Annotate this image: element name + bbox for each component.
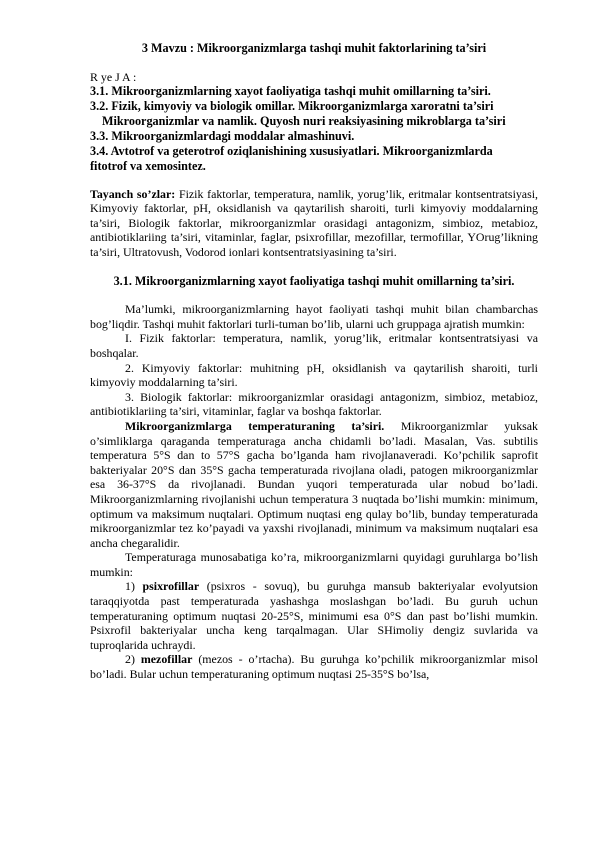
keywords-text: Fizik faktorlar, temperatura, namlik, yorug’lik, eritmalar kontsentratsiyasi, Kimyoviy faktorlar, pH, oksidlanish va qaytarilish sharoiti, turli kimyoviy moddalarning ta’siri, Biologik faktorlar, mikroorganizmlar orasidagi antagonizm, simbioz, metabioz, antibiotiklariing ta’siri, vitaminlar, faglar, psixrofillar, mezofillar, termofillar, YOrug’likning ta’siri, Ultratovush, Vodorod ionlari kontsentratsiyasining ta’siri. — [90, 186, 538, 259]
page-title: 3 Mavzu : Mikroorganizmlarga tashqi muhit faktorlarining ta’siri — [141, 41, 487, 55]
psychrophiles-term: psixrofillar — [142, 579, 200, 594]
mesophiles-term: mezofillar — [140, 652, 193, 667]
temperature-text: Mikroorganizmlar yuksak o’simliklarga qaraganda temperaturaga ancha chidamli bo’ladi. Masalan, Vas. subtilis temperatura 5°S dan to 57°S gacha bo’lganda ham rivojlanaveradi. Ko’pchilik saprofit bakteriyalar 20°S dan 35°S gacha temperaturada rivojlana oladi, patogen mikroorganizmlar esa 36-37°S da rivojlanadi. Bundan yuqori temperaturada ular nobud bo’ladi. Mikroorganizmlarning rivojlanishi uchun temperatura 3 nuqtada bo’lishi mumkin: minimum, optimum va maksimum nuqtalari. Optimum nuqtasi eng qulay bo’lib, bunday temperaturada mikroorganizmlar tez ko’payadi va yaxshi rivojlanadi, minimum va maksimum nuqtalari esa ancha chegaralidir. — [90, 418, 538, 550]
factor-item-chemical: 2. Kimyoviy faktorlar: muhitning pH, oksidlanish va qaytarilish sharoiti, turli kimyoviy moddalarning ta’siri. — [90, 360, 538, 390]
plan-list — [90, 84, 538, 173]
factor-item-biological: 3. Biologik faktorlar: mikroorganizmlar orasidagi antagonizm, simbioz, metabioz, antibiotiklariing ta’siri, vitaminlar, faglar va boshqa faktorlar. — [90, 389, 538, 419]
keywords-label: Tayanch so’zlar: — [90, 186, 176, 201]
list-number: 1) — [125, 579, 143, 594]
mesophiles-paragraph — [90, 652, 538, 681]
mesophiles-text: (mezos - o’rtacha). Bu guruhga ko’pchilik mikroorganizmlar misol bo’ladi. Bular uchun temperaturaning optimum nuqtasi 25-35°S bo’lsa, — [90, 652, 538, 682]
keywords-paragraph — [90, 187, 538, 260]
plan-item: 3.1. Mikroorganizmlarning xayot faoliyatiga tashqi muhit omillarning ta’siri. — [90, 84, 491, 99]
list-number: 2) — [125, 652, 141, 667]
plan-item: 3.2. Fizik, kimyoviy va biologik omillar. Mikroorganizmlarga xaroratni ta’siri — [90, 99, 494, 114]
temperature-heading: Mikroorganizmlarga temperaturaning ta’siri. — [125, 418, 385, 433]
plan-item: fitotrof va xemosintez. — [90, 158, 206, 173]
psychrophiles-paragraph — [90, 579, 538, 652]
plan-item: 3.3. Mikroorganizmlardagi moddalar almashinuvi. — [90, 128, 355, 143]
temperature-paragraph — [90, 419, 538, 550]
psychrophiles-text: (psixros - sovuq), bu guruhga mansub bakteriyalar evolyutsion taraqqiyotda past temperaturada yashashga moslashgan bo’ladi. Bu guruh uchun temperaturaning optimum nuqtasi 20-25°S, minimumi esa 0°S dan past bo’lishi mumkin. Psixrofil bakteriyalar uncha keng tarqalmagan. Ular SHimoliy dengiz suvlarida va tuproqlarida uchraydi. — [90, 579, 538, 652]
groups-paragraph: Temperaturaga munosabatiga ko’ra, mikroorganizmlarni quyidagi guruhlarga bo’lish mumkin: — [90, 550, 538, 579]
plan-item: Mikroorganizmlar va namlik. Quyosh nuri reaksiyasining mikroblarga ta’siri — [102, 114, 506, 128]
factor-item-physical: I. Fizik faktorlar: temperatura, namlik, yorug’lik, eritmalar kontsentratsiyasi va boshqalar. — [90, 331, 538, 360]
section-heading: 3.1. Mikroorganizmlarning xayot faoliyatiga tashqi muhit omillarning ta’siri. — [113, 273, 515, 288]
intro-paragraph: Ma’lumki, mikroorganizmlarning hayot faoliyati tashqi muhit bilan chambarchas bog’liqdir. Tashqi muhit faktorlari turli-tuman bo’lib, ularni uch gruppaga ajratish mumkin: — [90, 302, 538, 331]
plan-label: R ye J A : — [90, 69, 137, 84]
plan-item: 3.4. Avtotrof va geterotrof oziqlanishining xususiyatlari. Mikroorganizmlarda — [90, 143, 493, 158]
